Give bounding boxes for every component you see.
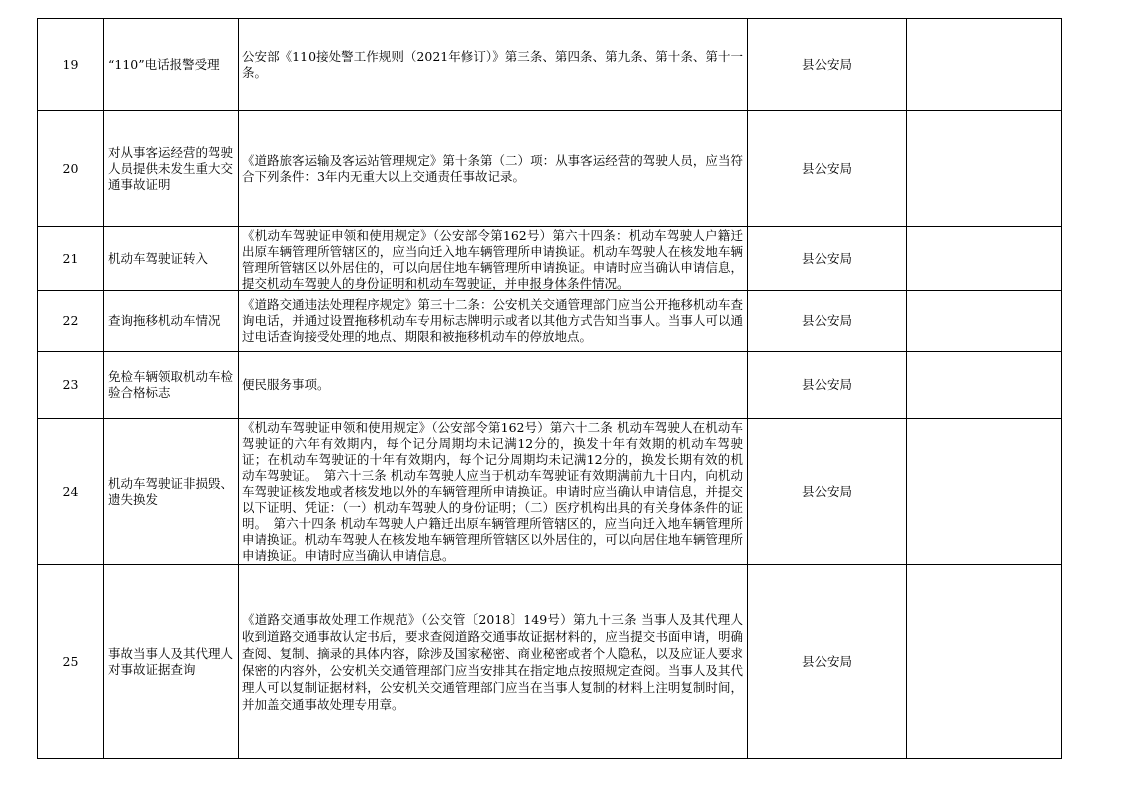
table-row [38, 19, 1062, 111]
row-number: 20 [38, 111, 104, 227]
item-name: 事故当事人及其代理人对事故证据查询 [108, 645, 234, 677]
legal-basis: 《道路交通违法处理程序规定》第三十二条：公安机关交通管理部门应当公开拖移机动车查询电话，并通过设置拖移机动车专用标志牌明示或者以其他方式告知当事人。当事人可以通过电话查询接受处理的地点、期限和被拖移机动车的停放地点。 [242, 297, 743, 344]
remarks [907, 111, 1062, 227]
department: 县公安局 [748, 419, 907, 565]
item-name: 机动车驾驶证转入 [108, 250, 209, 266]
department: 县公安局 [748, 352, 907, 419]
item-name: 对从事客运经营的驾驶人员提供未发生重大交通事故证明 [108, 144, 234, 192]
remarks [907, 565, 1062, 759]
table-row [38, 291, 1062, 352]
legal-basis: 《机动车驾驶证申领和使用规定》（公安部令第162号）第六十四条：机动车驾驶人户籍迁出原车辆管理所管辖区的，应当向迁入地车辆管理所申请换证。机动车驾驶人在核发地车辆管理所管辖区以外居住的，可以向居住地车辆管理所申请换证。申请时应当确认申请信息，提交机动车驾驶人的身份证明和机动车驾驶证，并申报身体条件情况。 [242, 227, 743, 290]
legal-basis: 《机动车驾驶证申领和使用规定》（公安部令第162号）第六十二条 机动车驾驶人在机动车驾驶证的六年有效期内，每个记分周期均未记满12分的，换发十年有效期的机动车驾驶证；在机动车驾驶证的十年有效期内，每个记分周期均未记满12分的，换发长期有效的机动车驾驶证。 第六十三条 机动车驾驶人应当于机动车驾驶证有效期满前九十日内，向机动车驾驶证核发地或者核发地以外的车辆管理所申请换证。申请时应当确认申请信息，并提交以下证明、凭证：（一）机动车驾驶人的身份证明；（二）医疗机构出具的有关身体条件的证明。 第六十四条 机动车驾驶人户籍迁出原车辆管理所管辖区的，应当向迁入地车辆管理所申请换证。机动车驾驶人在核发地车辆管理所管辖区以外居住的，可以向居住地车辆管理所申请换证。申请时应当确认申请信息。 [242, 419, 743, 563]
legal-basis: 便民服务事项。 [242, 377, 330, 392]
legal-basis: 公安部《110接处警工作规则（2021年修订）》第三条、第四条、第九条、第十条、第十一条。 [242, 48, 743, 80]
department: 县公安局 [748, 227, 907, 291]
row-number: 25 [38, 565, 104, 759]
row-number: 22 [38, 291, 104, 352]
table-row [38, 352, 1062, 419]
item-name: 免检车辆领取机动车检验合格标志 [108, 369, 234, 400]
department: 县公安局 [748, 565, 907, 759]
legal-basis: 《道路交通事故处理工作规范》（公交管〔2018〕149号）第九十三条 当事人及其代理人收到道路交通事故认定书后，要求查阅道路交通事故证据材料的，应当提交书面申请，明确查阅、复制、摘录的具体内容，除涉及国家秘密、商业秘密或者个人隐私，以及应证人要求保密的内容外，公安机关交通管理部门应当安排其在指定地点按照规定查阅。当事人及其代理人可以复制证据材料，公安机关交通管理部门应当在当事人复制的材料上注明复制时间，并加盖交通事故处理专用章。 [242, 611, 743, 712]
service-items-table [37, 18, 1062, 759]
remarks [907, 352, 1062, 419]
remarks [907, 291, 1062, 352]
table-row [38, 419, 1062, 565]
legal-basis: 《道路旅客运输及客运站管理规定》第十条第（二）项：从事客运经营的驾驶人员，应当符合下列条件：3年内无重大以上交通责任事故记录。 [242, 152, 743, 184]
row-number: 24 [38, 419, 104, 565]
row-number: 23 [38, 352, 104, 419]
department: 县公安局 [748, 291, 907, 352]
item-name: “110”电话报警受理 [108, 56, 220, 72]
row-number: 21 [38, 227, 104, 291]
table-row [38, 111, 1062, 227]
remarks [907, 419, 1062, 565]
department: 县公安局 [748, 111, 907, 227]
department: 县公安局 [748, 19, 907, 111]
row-number: 19 [38, 19, 104, 111]
table-row [38, 227, 1062, 291]
item-name: 机动车驾驶证非损毁、遗失换发 [108, 475, 234, 507]
remarks [907, 19, 1062, 111]
remarks [907, 227, 1062, 291]
table-row [38, 565, 1062, 759]
item-name: 查询拖移机动车情况 [108, 313, 221, 328]
